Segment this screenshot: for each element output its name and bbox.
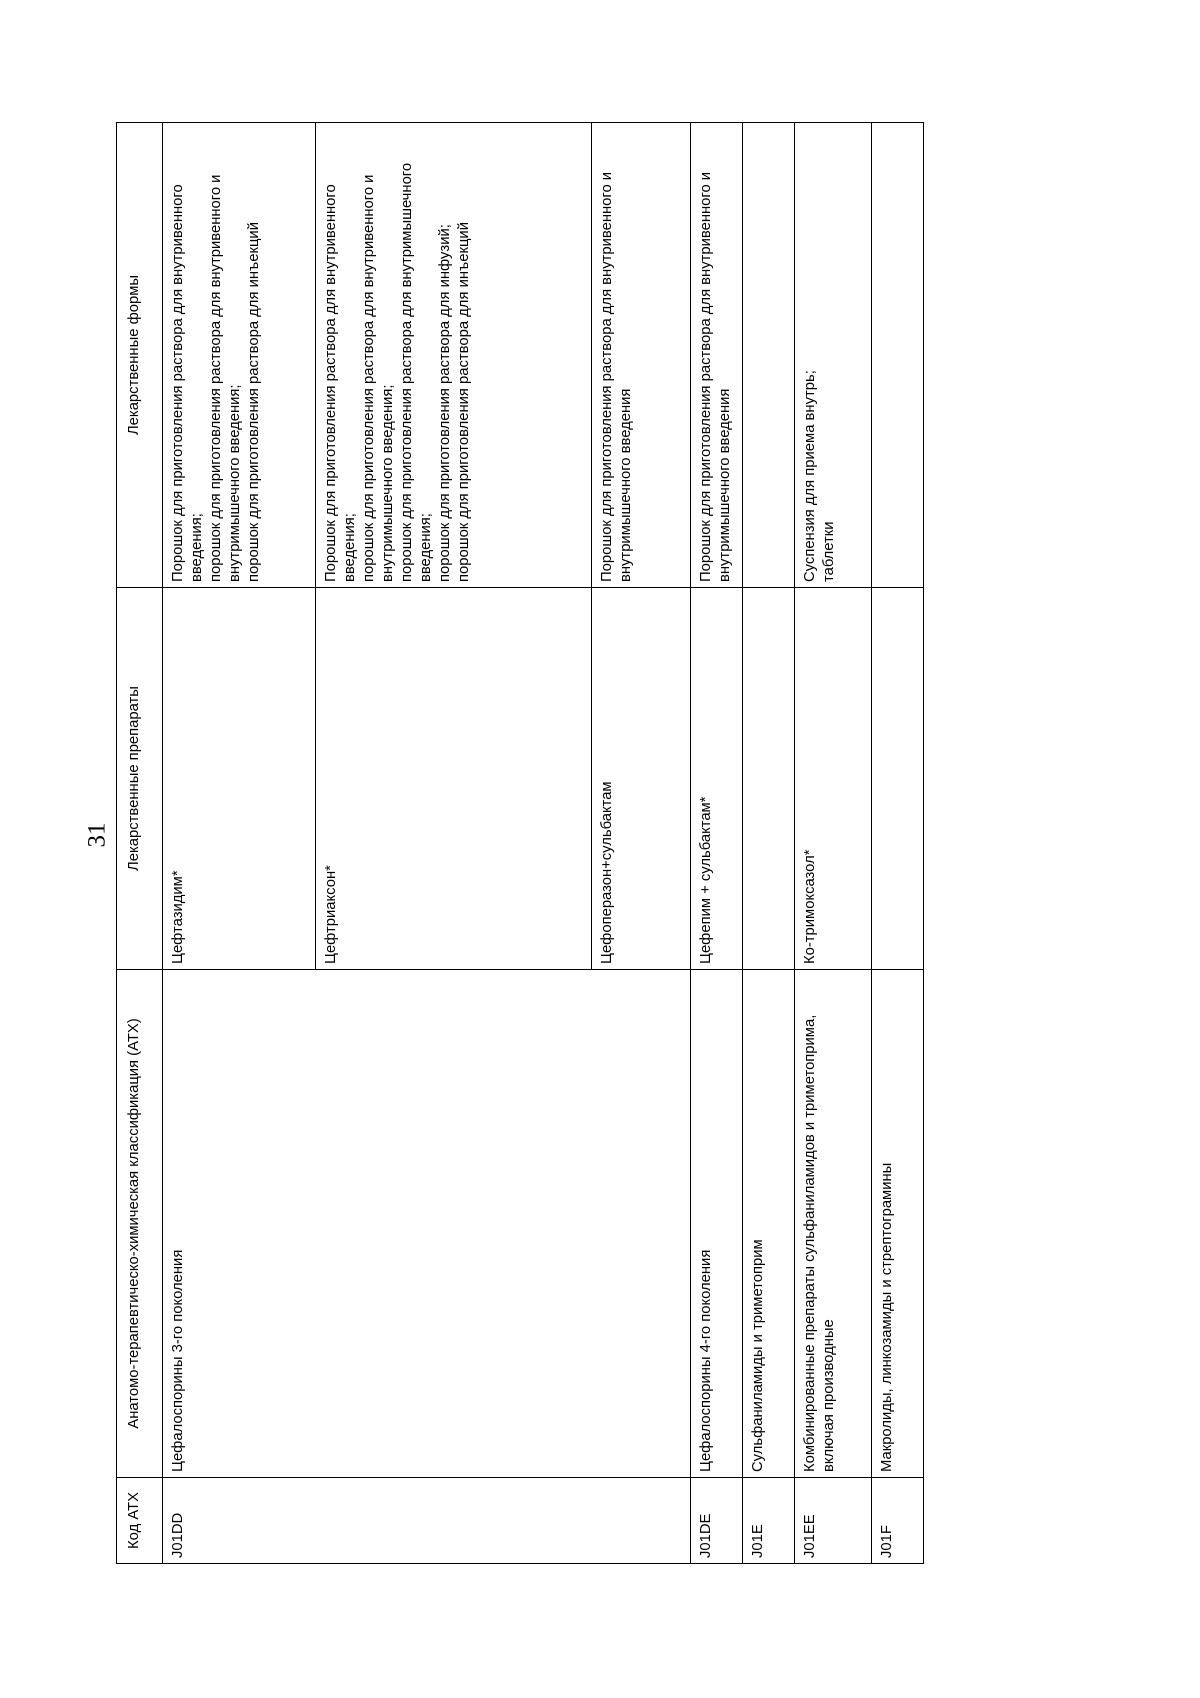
page-number-container (77, 815, 117, 855)
drug-cell: Цефтриаксон* (315, 588, 591, 970)
drug-cell (872, 588, 924, 970)
form-line: порошок для приготовления раствора для внутривенного и внутримышечного введения; (360, 174, 396, 582)
table-row (872, 123, 924, 1564)
table-row (691, 123, 743, 1564)
form-line: Порошок для приготовления раствора для внутривенного и внутримышечного введения (598, 171, 634, 582)
drug-table (116, 122, 924, 1564)
form-line: порошок для приготовления раствора для инъекций (455, 222, 472, 582)
drug-cell: Цефоперазон+сульбактам (591, 588, 690, 970)
forms-cell (162, 123, 315, 588)
code-cell: J01F (872, 1478, 924, 1564)
table-row (794, 123, 872, 1564)
form-line: порошок для приготовления раствора для внутривенного и внутримышечного введения; (207, 174, 243, 582)
classification-cell: Комбинированные препараты сульфаниламидов и триметоприма, включая производные (794, 970, 872, 1478)
table-row (742, 123, 794, 1564)
table-header-row (117, 123, 163, 1564)
page-number: 31 (83, 822, 110, 848)
code-cell: J01E (742, 1478, 794, 1564)
rotated-table-container (116, 123, 924, 1564)
form-line: Суспензия для приема внутрь; (801, 370, 818, 582)
forms-cell (315, 123, 591, 588)
forms-cell (872, 123, 924, 588)
header-drugs: Лекарственные препараты (117, 588, 163, 970)
code-cell: J01DE (691, 1478, 743, 1564)
classification-cell: Сульфаниламиды и триметоприм (742, 970, 794, 1478)
code-cell: J01DD (162, 1478, 691, 1564)
classification-cell: Цефалоспорины 3-го поколения (162, 970, 691, 1478)
code-cell: J01EE (794, 1478, 872, 1564)
drug-cell: Цефтазидим* (162, 588, 315, 970)
drug-cell: Ко-тримоксазол* (794, 588, 872, 970)
form-line: Порошок для приготовления раствора для внутривенного введения; (169, 184, 205, 582)
form-line: порошок для приготовления раствора для инъекций (245, 222, 262, 582)
forms-cell: Порошок для приготовления раствора для внутривенного и внутримышечного введения (691, 123, 743, 588)
classification-cell: Макролиды, линкозамиды и стрептограмины (872, 970, 924, 1478)
form-line: Порошок для приготовления раствора для внутривенного введения; (322, 184, 358, 582)
header-forms: Лекарственные формы (117, 123, 163, 588)
form-line: порошок для приготовления раствора для инфузий; (436, 224, 453, 582)
form-line: порошок для приготовления раствора для внутримышечного введения; (398, 162, 434, 582)
form-line: таблетки (820, 521, 837, 582)
forms-cell (742, 123, 794, 588)
classification-cell: Цефалоспорины 4-го поколения (691, 970, 743, 1478)
table-row (162, 123, 315, 1564)
forms-cell (591, 123, 690, 588)
forms-cell (794, 123, 872, 588)
drug-cell (742, 588, 794, 970)
header-classification: Анатомо-терапевтическо-химическая классификация (АТХ) (117, 970, 163, 1478)
header-code: Код АТХ (117, 1478, 163, 1564)
drug-cell: Цефепим + сульбактам* (691, 588, 743, 970)
